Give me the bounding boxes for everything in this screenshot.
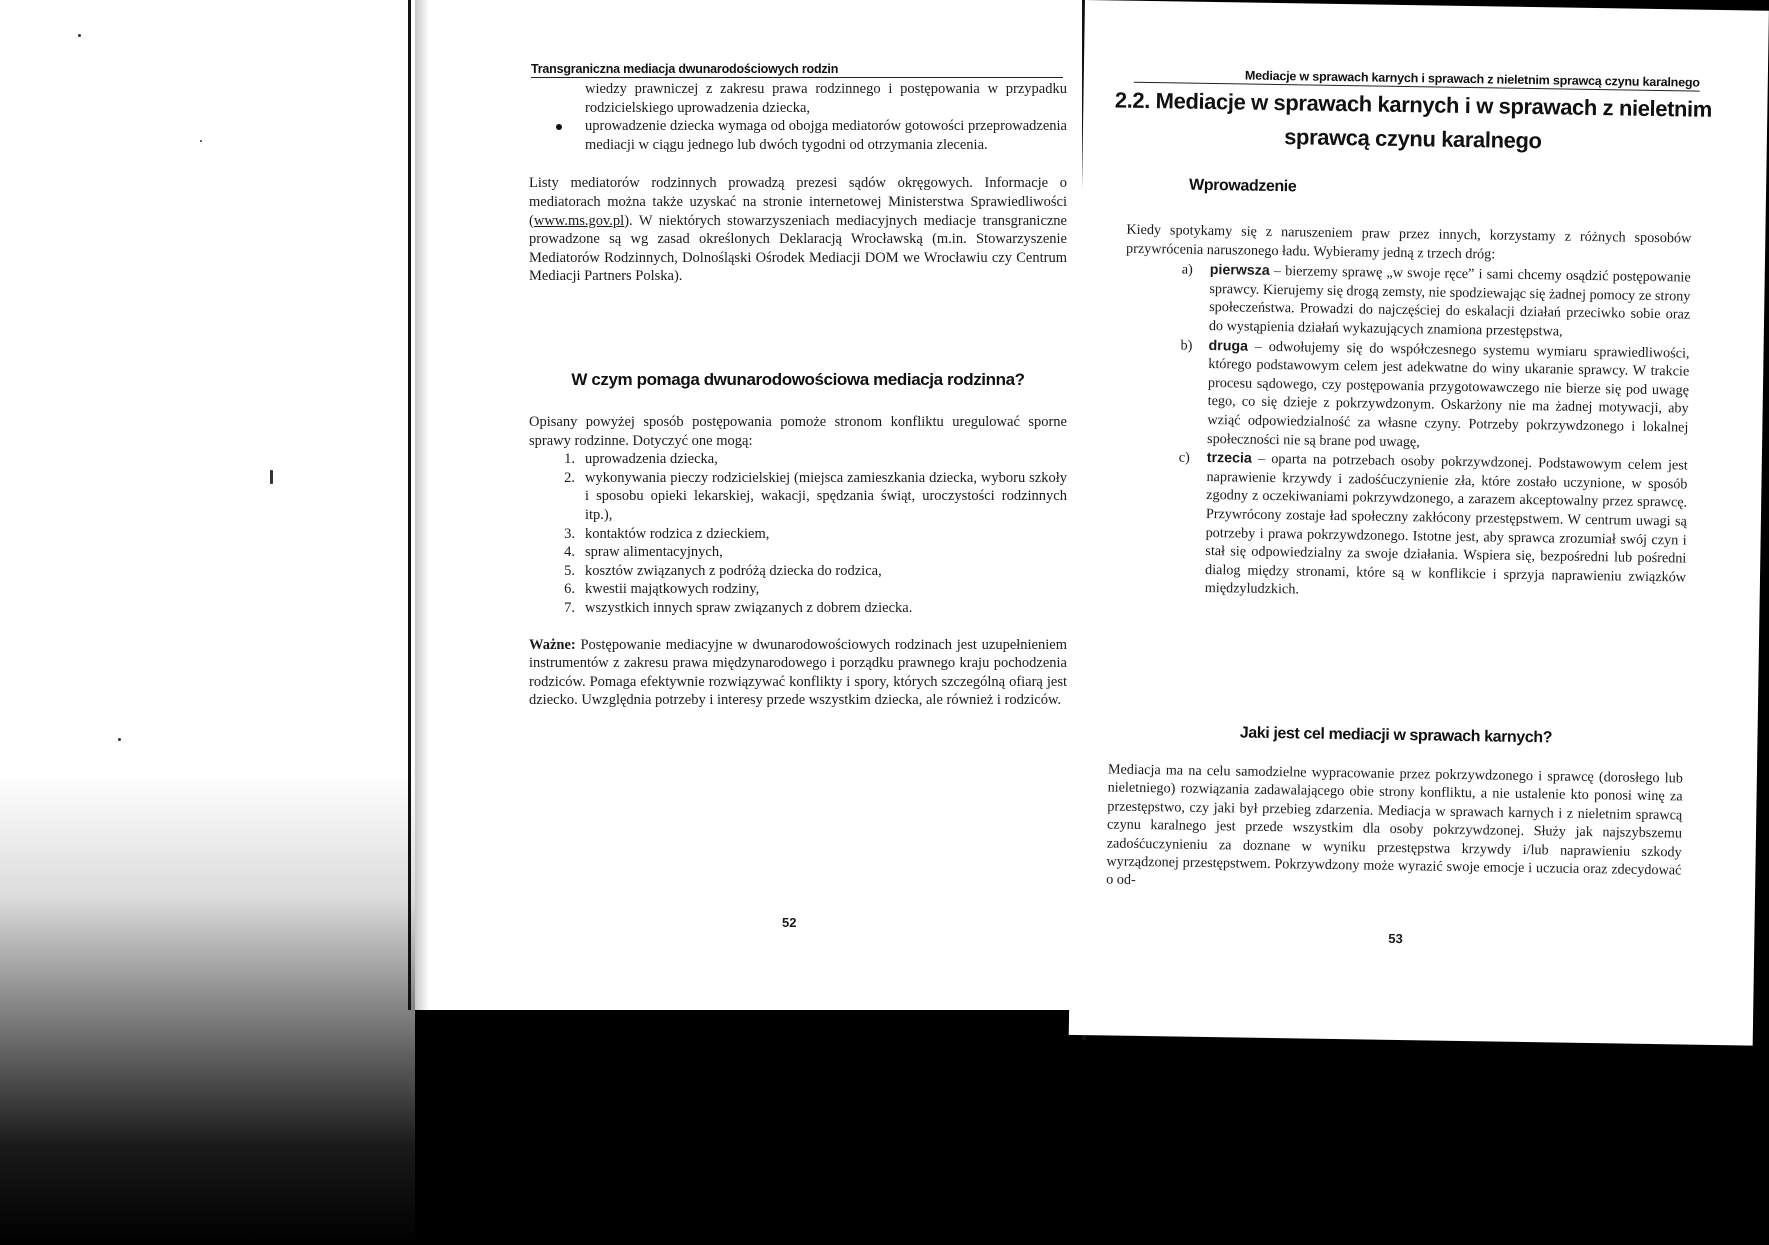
list-term: trzecia [1206, 450, 1252, 467]
bullet-icon [556, 124, 562, 130]
list-item [1121, 448, 1688, 606]
right-column [1121, 221, 1692, 607]
list-number: 7. [564, 599, 575, 616]
list-item-text: – bierzemy sprawę „w swoje ręce” i sami chcemy osądzić postępowanie sprawcy. Kierujemy się drogą zemsty, nie spodziewając się żadnej pomocy ze strony społeczeństwa. Prowadzi do najczęściej do eskalacji działań przeciwko sobie oraz do wystąpienia działań wykazujących znamiona przestępstwa, [1208, 263, 1691, 340]
numbered-list [529, 450, 1067, 617]
left-column-lower [529, 413, 1067, 710]
list-item-text: uprowadzenie dziecka wymaga od obojga mediatorów gotowości przeprowadzenia mediacji w ciągu jednego lub dwóch tygodni od otrzymania zlecenia. [585, 118, 1067, 153]
lettered-list [1121, 260, 1691, 606]
scan-speck [200, 140, 202, 142]
right-page [1069, 0, 1769, 1046]
section-heading: W czym pomaga dwunarodowościowa mediacja rodzinna? [571, 370, 1025, 389]
list-term: pierwsza [1209, 262, 1270, 280]
running-head: Transgraniczna mediacja dwunarodościowych rodzin [531, 62, 1063, 78]
scan-speck [270, 470, 273, 484]
list-item [529, 599, 1067, 618]
paragraph-intro: Opisany powyżej sposób postępowania pomoże stronom konfliktu uregulować sporne sprawy rodzinne. Dotyczyć one mogą: [529, 414, 1067, 449]
chapter-title-line: 2.2. Mediacje w sprawach karnych i w sprawach z nieletnim [1114, 87, 1713, 122]
scan-speck [78, 34, 81, 37]
ministry-link[interactable]: www.ms.gov.pl [533, 212, 625, 229]
important-label: Ważne: [529, 636, 576, 653]
paragraph-goal: Mediacja ma na celu samodzielne wypracowanie przez pokrzywdzonego i sprawcę (dorosłego lub nieletniego) rozwiązania zadawalającego obie strony konfliktu, a nie ustalenie kto ponosi winę za przestępstwo, czy jaki był przebieg zdarzenia. Mediacja w sprawach karnych i z nieletnim sprawcą czynu karalnego jest przede wszystkim dla osoby pokrzywdzonej. Służy jak najszybszemu zadośćuczynieniu za doznane w wyniku przestępstwa krzywdy i/lub naprawieniu szkody wyrządzonej przestępstwem. Pokrzywdzony może wyrazić swoje emocje i uczucia oraz zdecydować o od- [1106, 761, 1683, 889]
list-number: 3. [564, 525, 575, 542]
list-item [529, 580, 1067, 599]
paragraph-text: Postępowanie mediacyjne w dwunarodowościowych rodzinach jest uzupełnieniem instrumentów z zakresu prawa międzynarodowego i porządku prawnego kraju pochodzenia rodziców. Pomaga efektywnie rozwiązywać konflikty i spory, których szczególną ofiarą jest dziecko. Uwzględnia potrzeby i interesy przede wszystkim dziecka, ale również i rodziców. [529, 636, 1067, 709]
running-head: Mediacje w sprawach karnych i sprawach z nieletnim sprawcą czynu karalnego [1134, 67, 1700, 92]
paragraph-text: Listy mediatorów rodzinnych prowadzą prezesi sądów okręgowych. Informacje o mediatorach można także uzyskać na stronie internetowej Ministerstwa Sprawiedliwości ( [529, 175, 1067, 229]
subheading-intro: Wprowadzenie [1188, 176, 1297, 196]
list-item-text: – odwołujemy się do współczesnego systemu wymiaru sprawiedliwości, którego podstawowym celem jest adekwatne do winy ukaranie sprawcy. W trakcie procesu sądowego, czy postępowania przygotowawczego nie bierze się pod uwagę tego, co się dzieje z pokrzywdzonym. Oskarżony nie ma żadnej motywacji, aby wziąć odpowiedzialność za własne czyny. Potrzeby pokrzywdzonego i lokalnej społeczności nie są brane pod uwagę, [1207, 338, 1690, 450]
list-item [529, 80, 1067, 117]
list-item [529, 543, 1067, 562]
chapter-title-line: sprawcą czynu karalnego [1283, 124, 1542, 154]
paragraph-mediator-lists [529, 174, 1067, 286]
chapter-title [1113, 85, 1714, 158]
list-item [529, 450, 1067, 469]
page-gutter-shadow [415, 0, 429, 1010]
list-number: 4. [564, 544, 575, 561]
list-letter: a) [1181, 261, 1193, 278]
left-page [415, 0, 1082, 1010]
right-column-lower [1106, 760, 1683, 898]
list-term: druga [1208, 337, 1249, 355]
list-number: 1. [564, 451, 575, 468]
page-number: 53 [1388, 930, 1403, 947]
page-number: 52 [782, 915, 797, 930]
list-item [529, 562, 1067, 581]
subheading-goal: Jaki jest cel mediacji w sprawach karnych? [1239, 724, 1553, 747]
list-item-text: wykonywania pieczy rodzicielskiej (miejsca zamieszkania dziecka, wyboru szkoły i sposobu opieki lekarskiej, wakacji, spędzania świąt, uroczystości rodzinnych itp.), [585, 469, 1067, 523]
list-item [1125, 260, 1691, 343]
list-item-text: wszystkich innych spraw związanych z dobrem dziecka. [585, 599, 913, 616]
paragraph-intro: Kiedy spotykamy się z naruszeniem praw przez innych, korzystamy z różnych sposobów przywrócenia naruszonego ładu. Wybieramy jedną z trzech dróg: [1125, 221, 1692, 263]
paragraph-important [529, 636, 1067, 710]
scan-margin [0, 0, 415, 1245]
list-item-text: uprowadzenia dziecka, [585, 451, 718, 468]
left-column [529, 80, 1067, 286]
list-number: 2. [564, 469, 575, 486]
list-item-text: – oparta na potrzebach osoby pokrzywdzonej. Podstawowym celem jest naprawienie krzywdy i zadośćuczynienie zła, które zostało uczynione, w sposób zgodny z oczekiwaniami pokrzywdzonego, a zarazem akceptowalny przez sprawcę. Przywrócony zostaje ład społeczny zakłócony przestępstwem. W centrum uwagi są potrzeby i prawa pokrzywdzonego. Istotne jest, aby sprawca zrozumiał swój czyn i stał się odpowiedzialny za swoje działania. Wspiera się, bezpośredni lub pośredni dialog między stronami, które są w konflikcie i sprzyja naprawieniu związków międzyludzkich. [1204, 450, 1688, 598]
list-item [529, 117, 1067, 154]
book-spine-edge [408, 0, 411, 1010]
list-number: 5. [564, 562, 575, 579]
list-item-text: wiedzy prawniczej z zakresu prawa rodzinnego i postępowania w przypadku rodzicielskiego uprowadzenia dziecka, [585, 81, 1067, 116]
list-item-text: spraw alimentacyjnych, [585, 544, 723, 561]
list-item-text: kontaktów rodzica z dzieckiem, [585, 525, 770, 542]
list-letter: b) [1180, 337, 1193, 354]
paragraph-text: ). W niektórych stowarzyszeniach mediacyjnych mediacje transgraniczne prowadzone są wg zasad określonych Deklaracją Wrocławską (m.in. Stowarzyszenie Mediatorów Rodzinnych, Dolnośląski Ośrodek Mediacji DOM we Wrocławiu czy Centrum Mediacji Partners Polska). [529, 212, 1067, 285]
list-item [1123, 335, 1690, 455]
list-number: 6. [564, 581, 575, 598]
list-item-text: kwestii majątkowych rodziny, [585, 581, 760, 598]
list-item [529, 469, 1067, 525]
bullet-list [529, 80, 1067, 154]
list-letter: c) [1178, 449, 1190, 466]
list-item [529, 525, 1067, 544]
scan-speck [118, 738, 121, 741]
list-item-text: kosztów związanych z podróżą dziecka do rodzica, [585, 562, 882, 579]
